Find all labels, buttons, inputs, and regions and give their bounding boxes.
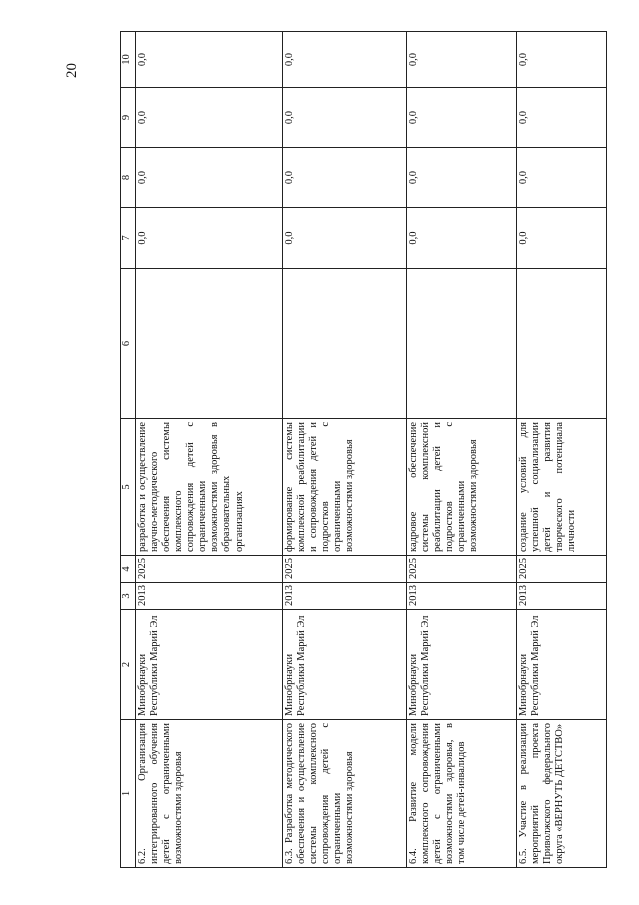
measures-table bbox=[120, 31, 607, 868]
cell-end-year: 2025 bbox=[517, 556, 607, 583]
cell-measure: 6.5. Участие в реализации мероприятий проекта Приволжского федерального округа «ВЕРНУТЬ ДЕТСТВО» bbox=[517, 720, 607, 868]
cell-col6 bbox=[517, 269, 607, 419]
cell-executor: Минобрнауки Республики Марий Эл bbox=[407, 610, 517, 720]
cell-executor: Минобрнауки Республики Марий Эл bbox=[136, 610, 283, 720]
cell-end-year: 2025 bbox=[136, 556, 283, 583]
cell-col7: 0,0 bbox=[407, 208, 517, 269]
table-row bbox=[407, 32, 517, 868]
cell-end-year: 2025 bbox=[283, 556, 407, 583]
cell-start-year: 2013 bbox=[136, 583, 283, 610]
cell-col7: 0,0 bbox=[517, 208, 607, 269]
col-header-4: 4 bbox=[121, 556, 136, 583]
cell-result: формирование системы комплексной реабилитации и сопровождения детей и подростков с ограниченными возможностями здоровья bbox=[283, 419, 407, 556]
cell-col10: 0,0 bbox=[283, 32, 407, 88]
cell-result: разработка и осуществление научно-методического обеспечения системы комплексного сопровождения детей с ограниченными возможностями здоровья в образовательных организациях bbox=[136, 419, 283, 556]
cell-col8: 0,0 bbox=[136, 148, 283, 208]
cell-col10: 0,0 bbox=[407, 32, 517, 88]
cell-start-year: 2013 bbox=[407, 583, 517, 610]
cell-col10: 0,0 bbox=[136, 32, 283, 88]
cell-start-year: 2013 bbox=[517, 583, 607, 610]
cell-col7: 0,0 bbox=[136, 208, 283, 269]
cell-col7: 0,0 bbox=[283, 208, 407, 269]
cell-measure: 6.4. Развитие модели комплексного сопровождения детей с ограниченными возможностями здоровья, в том числе детей-инвалидов bbox=[407, 720, 517, 868]
cell-col9: 0,0 bbox=[136, 88, 283, 148]
table-row bbox=[283, 32, 407, 868]
cell-result: кадровое обеспечение системы комплексной реабилитации детей и подростков с ограниченными возможностями здоровья bbox=[407, 419, 517, 556]
cell-result: создание условий для успешной социализации детей и развития творческого потенциала личности bbox=[517, 419, 607, 556]
cell-col6 bbox=[407, 269, 517, 419]
cell-col8: 0,0 bbox=[407, 148, 517, 208]
cell-col9: 0,0 bbox=[283, 88, 407, 148]
table-row bbox=[136, 32, 283, 868]
col-header-1: 1 bbox=[121, 720, 136, 868]
cell-measure: 6.2. Организация интегрированного обучения детей с ограниченными возможностями здоровья bbox=[136, 720, 283, 868]
col-header-9: 9 bbox=[121, 88, 136, 148]
cell-col10: 0,0 bbox=[517, 32, 607, 88]
header-row bbox=[121, 32, 136, 868]
col-header-3: 3 bbox=[121, 583, 136, 610]
col-header-8: 8 bbox=[121, 148, 136, 208]
col-header-2: 2 bbox=[121, 610, 136, 720]
table-row bbox=[517, 32, 607, 868]
cell-col6 bbox=[283, 269, 407, 419]
cell-col8: 0,0 bbox=[283, 148, 407, 208]
cell-col9: 0,0 bbox=[407, 88, 517, 148]
col-header-10: 10 bbox=[121, 32, 136, 88]
page-number: 20 bbox=[64, 63, 80, 78]
cell-col8: 0,0 bbox=[517, 148, 607, 208]
cell-end-year: 2025 bbox=[407, 556, 517, 583]
col-header-6: 6 bbox=[121, 269, 136, 419]
cell-executor: Минобрнауки Республики Марий Эл bbox=[517, 610, 607, 720]
rotated-table-container bbox=[120, 32, 639, 868]
col-header-7: 7 bbox=[121, 208, 136, 269]
cell-executor: Минобрнауки Республики Марий Эл bbox=[283, 610, 407, 720]
cell-col6 bbox=[136, 269, 283, 419]
col-header-5: 5 bbox=[121, 419, 136, 556]
cell-start-year: 2013 bbox=[283, 583, 407, 610]
cell-measure: 6.3. Разработка методического обеспечения и осуществление системы комплексного сопровождения детей с ограниченными возможностями здоровья bbox=[283, 720, 407, 868]
cell-col9: 0,0 bbox=[517, 88, 607, 148]
